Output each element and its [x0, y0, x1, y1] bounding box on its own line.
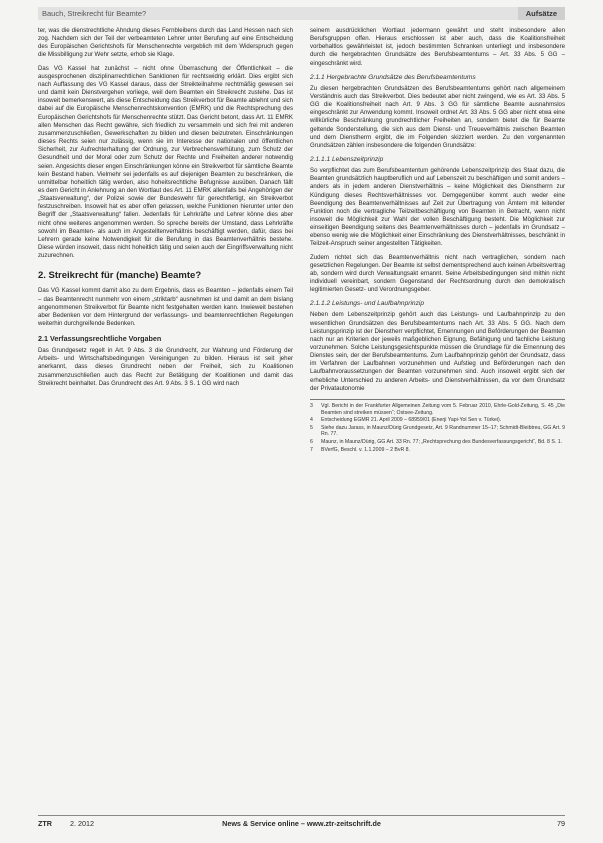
body-paragraph: So verpflichtet das zum Berufsbeamtentum gehörende Lebenszeitprinzip des Staat dazu, die Beamten grundsätzlich hauptberuflich und auf Lebenszeit zu beschäftigen und somit anders – anders als in jedem anderen Dienstverhältnis – keine Möglichkeit des Dienstherrn zur Kündigung dieses Rechtsverhältnisses vor. Demgegenüber kommt auch weder eine Beendigung des Beamtenverhältnisses auf Zeit zur Übertragung von Ämtern mit leitender Funktion noch die vertragliche Teilzeitbeschäftigung von Beamten in Betracht, wenn nicht insoweit die Möglichkeit zur Wahl der vollen Beschäftigung besteht. Die Möglichkeit zur einseitigen Beendigung seitens des Beamtenverhältnisses durch – jedenfalls im Grundsatz – ebenso wenig wie die Möglichkeit einer Einschränkung des Dienstverhältnisses, beschränkt in Teilzeit-Anspruch seiner angestellten Tätigkeiten. [310, 167, 565, 248]
footnote-text: Siehe dazu Jarass, in Maunz/Dürig Grundgesetz, Art. 9 Randnummer 15–17; Schmidt-Bleibtreu, GG Art. 9 Rn. 77. [321, 424, 565, 438]
right-column [310, 27, 565, 454]
footnote-text: Vgl. Bericht in der Frankfurter Allgemeinen Zeitung vom 5. Februar 2010, Ehrle-Gold-Zeitung, S. 45 „Die Beamten sind streiken müssen“; Ostsee-Zeitung. [321, 402, 565, 416]
footnote-number: 7 [310, 446, 313, 453]
body-paragraph: Das VG Kassel kommt damit also zu dem Ergebnis, dass es Beamten – jedenfalls einem Teil – das Beamtenrecht nunmehr von einem „striktarb“ ausnehmen ist und damit an dem bislang angenommenen Streikverbot für Beamte nicht festgehalten werden kann. Inwieweit bestehen aber Bedenken vor dem Hintergrund der verfassungs- und beamtenrechtlichen Regelungen weiterhin durchgreifende Bedenken. [38, 287, 293, 327]
section-tag: Aufsätze [518, 7, 565, 20]
footnote-number: 6 [310, 438, 313, 445]
footnote [310, 439, 565, 446]
left-column [38, 27, 293, 393]
footnotes [310, 399, 565, 453]
journal-name: ZTR [38, 819, 52, 828]
subsection-heading: 2.1.1.1 Lebenszeitprinzip [310, 156, 384, 164]
body-paragraph: Das Grundgesetz regelt in Art. 9 Abs. 3 die Grundrecht, zur Wahrung und Förderung der Arbeits- und Wirtschaftsbedingungen Vereinigungen zu bilden. Hieraus ist seit jeher anerkannt, dass dieses Grundrecht neben der Freiheit, sich zu Koalitionen zusammenzuschließen auch das Recht zur Betätigung der Koalitionen und damit das Streikrecht beinhaltet. Das Grundrecht des Art. 9 Abs. 3 S. 1 GG wird nach [38, 347, 293, 387]
running-header [38, 7, 565, 20]
body-paragraph: Zu diesen hergebrachten Grundsätzen des Berufsbeamtentums gehört nach allgemeinem Verständnis auch das Streikverbot. Dies bedeutet aber nicht zwingend, wie es Art. 33 Abs. 5 GG die Koalitionsfreiheit nach Art. 9 Abs. 3 GG für sämtliche Beamte ausnahmslos eingeschränkt zur Anwendung kommt. Insoweit ordnet Art. 33 Abs. 5 GG aber nicht etwa eine willkürliche Beschränkung grundrechtlicher Freiheiten an, sondern bietet die für Beamte geltende Sonderstellung, die sich aus dem Dienst- und Treueverhältnis zwischen Beamten und dem Dienstherrn ergibt, die im Folgenden skizziert werden. Zu den vorgenannten Grundsätzen zählen insbesondere die folgenden Grundsätze: [310, 84, 565, 149]
body-paragraph: ter, was die dienstrechtliche Ahndung dieses Fernbleibens durch das Land Hessen nach sich zog. Nachdem sich der Teil der verbeamteten Lehrer unter Berufung auf eine Entscheidung des Europäischen Gerichtshofs für Menschenrechte vergeblich mit dem Widerspruch gegen die Missbilligung zur Wehr setzte, erhob sie Klage. [38, 27, 293, 59]
subsection-heading: 2.1.1.2 Leistungs- und Laufbahnprinzip [310, 300, 425, 308]
footnote [310, 447, 565, 454]
body-paragraph: Zudem richtet sich das Beamtenverhältnis nicht nach vertraglichen, sondern nach gesetzlichen Regelungen. Der Beamte ist selbst dementsprechend auch keinen Arbeitsvertrag ab, sondern wird durch Verwaltungsakt ernannt. Seine Arbeitsbedingungen sind mithin nicht individuell vereinbart, sondern Gegenstand der Rechtsordnung durch den demokratisch legitimierten Gesetz- und Verordnungsgeber. [310, 253, 565, 294]
body-paragraph: Neben dem Lebenszeitprinzip gehört auch das Leistungs- und Laufbahnprinzip zu den wesentlichen Grundsätzen des Berufsbeamtentums nach Art. 33 Abs. 5 GG. Nach dem Leistungsprinzip ist der Dienstherr verpflichtet, Ernennungen und Beförderungen der Beamten nach nur an Kriterien der jeweils maßgeblichen Eignung, Befähigung und fachliche Leistung vorzunehmen. Solche Leistungsgesichtspunkte müssen die Grundlage für die Ernennung des Dienstes sein, der der Berufsbeamtentums. Zum Laufbahnprinzip gehört der Grundsatz, dass im Verfahren der Laufbahnen vorzunehmen und Aufstieg und Beförderungen nach den Laufbahnvoraussetzungen der Beamten vorzunehmen sind. Auch insoweit ergibt sich der erhebliche Unterschied zu anderen Arbeits- und Dienstverhältnissen, da vor dem Grundsatz der Privatautonomie [310, 311, 565, 392]
subsection-heading: 2.1 Verfassungsrechtliche Vorgaben [38, 334, 162, 344]
footnote-number: 4 [310, 417, 313, 424]
page-number: 79 [557, 819, 565, 828]
footnote-text: BVerfG, Beschl. v. 1.1.2009 – 2 BvR 8. [321, 446, 411, 453]
section-heading: 2. Streikrecht für (manche) Beamte? [38, 270, 202, 282]
footnote [310, 425, 565, 438]
footnote-text: Maunz, in Maunz/Dürig, GG Art. 33 Rn. 77; „Rechtsprechung des Bundesverfassungsgericht“, Bd. 8 S. 1. [321, 438, 563, 445]
footnote [310, 417, 565, 424]
page-footer [38, 815, 565, 830]
service-link: News & Service online – www.ztr-zeitschrift.de [222, 819, 381, 828]
body-paragraph: seinem ausdrücklichen Wortlaut jedermann gewährt und steht insbesondere allen Berufsgruppen offen. Hieraus erschlossen ist aber auch, dass die Koalitionsfreiheit vorbehaltlos gewährleistet ist, jedoch bestimmten Schranken unterliegt und insbesondere durch die hergebrachten Grundsätze des Berufsbeamtentums – Art. 33 Abs. 5 GG – eingeschränkt wird. [310, 27, 565, 67]
footnote [310, 403, 565, 416]
running-title: Bauch, Streikrecht für Beamte? [42, 9, 147, 18]
body-paragraph: Das VG Kassel hat zunächst – nicht ohne Überraschung der Öffentlichkeit – die ausgesprochenen disziplinarrechtlichen Sanktionen für rechtswidrig erklärt. Dies ergibt sich nach Auffassung des VG Kassel daraus, dass der Streikteilnahme rechtmäßig gewesen sei und damit kein Dienstvergehen vorliege, weil dem Beamten ein Streikrecht zustehe. Das ist insoweit bemerkenswert, als diese Entscheidung das Streikverbot für Beamte ablehnt und sich dabei auf die Europäische Menschenrechtskonvention (EMRK) und die Rechtsprechung des Europäischen Gerichtshofs für Menschenrechte stützt. Das Gericht betont, dass Art. 11 EMRK allen Menschen das Recht gewähre, sich friedlich zu versammeln und sich frei mit anderen zusammenzuschließen, Gewerkschaften zu bilden und diesen beizutreten. Einschränkungen dieses Rechts seien nur zulässig, wenn sie im Interesse der nationalen und öffentlichen Sicherheit, zur Aufrechterhaltung der Ordnung, zur Verbrechensverhütung, zum Schutz der Gesundheit und der Moral oder zum Schutz der Rechte und Freiheiten anderer notwendig seien. Angesichts dieser engen Einschränkungen könne ein Streikverbot für sämtliche Beamte kein Bestand haben. Vielmehr sei jedenfalls es auf diejenigen Beamten zu beschränken, die unmittelbar hoheitlich tätig werden, also hoheitsrechtliche Befugnisse ausüben. Danach fällt es dem Gericht in Anlehnung an den Wortlaut des Art. 11 EMRK allenfalls bei Angehörigen der „Staatsverwaltung“, der Polizei sowie der Bundeswehr für gerechtfertigt, ein Streikverbot festzuschreiben. Insoweit hat es aber offen gelassen, welche Funktionen hierunter unter den Begriff der „Staatsverwaltung“ fallen. Jedenfalls für Lehrkräfte und Lehrer könne dies aber nicht ohne weiteres angenommen werden. So spreche bereits der Umstand, dass Lehrkräfte sowohl im Beamten- als auch im Angestelltenverhältnis beschäftigt werden, dafür, dass bei Lehrern gerade keine Notwendigkeit für die Berufung in das Beamtenverhältnis bestehe. Diese würden insoweit, dass nicht hoheitlich tätig und seien auch der Eingriffsverwaltung nicht zuzurechnen. [38, 64, 293, 260]
footnote-number: 3 [310, 402, 313, 409]
footnote-number: 5 [310, 424, 313, 431]
footnote-text: Entscheidung EGMR 21. April 2009 – 68959/01 (Enerji Yapi-Yol Sen v. Türkei). [321, 417, 502, 424]
issue-number: 2. 2012 [70, 819, 94, 828]
subsection-heading: 2.1.1 Hergebrachte Grundsätze des Berufsbeamtentums [310, 73, 476, 81]
